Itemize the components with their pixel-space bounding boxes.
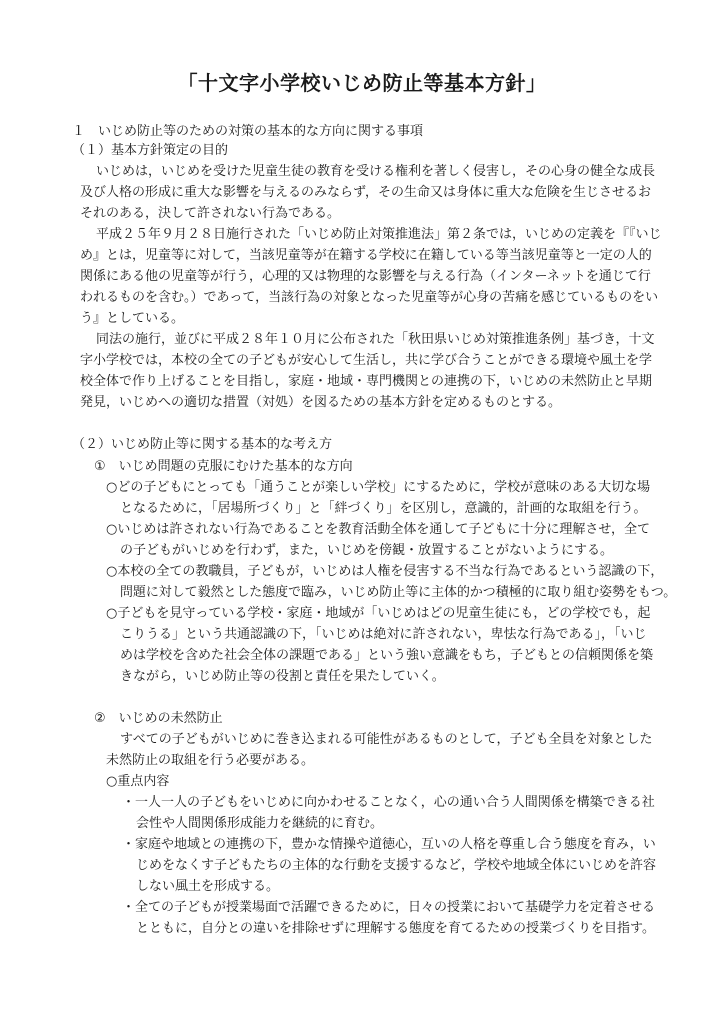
- section-heading: １ いじめ防止等のための対策の基本的な方向に関する事項: [72, 124, 424, 139]
- paragraph-line: いじめは，いじめを受けた児童生徒の教育を受ける権利を著しく侵害し，その心身の健全な成長: [96, 164, 656, 179]
- bullet-line: 問題に対して毅然とした態度で臨み，いじめ防止等に主体的かつ積極的に取り組む姿勢をもつ。: [120, 585, 677, 600]
- paragraph-line: 字小学校では，本校の全ての子どもが安心して生活し，共に学び合うことができる環境や風土を学: [80, 353, 653, 368]
- bullet-line: とともに，自分との違いを排除せずに理解する態度を育てるための授業づくりを目指す。: [136, 921, 655, 936]
- subsection-heading: （１）基本方針策定の目的: [72, 143, 229, 158]
- paragraph-line: 及び人格の形成に重大な影響を与えるのみならず，その生命又は身体に重大な危険を生じさせるお: [80, 185, 651, 200]
- bullet-line: しない風土を形成する。: [136, 879, 280, 894]
- bullet-line: めは学校を含めた社会全体の課題である」という強い意識をもち，子どもとの信頼関係を築: [120, 648, 654, 663]
- bullet-line: こりうる」という共通認識の下，「いじめは絶対に許されない，卑怯な行為である」，「いじ: [120, 627, 647, 642]
- paragraph-line: 同法の施行，並びに平成２８年１０月に公布された「秋田県いじめ対策推進条例」基づき，十文: [96, 332, 655, 347]
- bullet-line: ・全ての子どもが授業場面で活躍できるために，日々の授業において基礎学力を定着させる: [122, 900, 656, 915]
- page-title: 「十文字小学校いじめ防止等基本方針」: [177, 71, 547, 95]
- bullet-line: じめをなくす子どもたちの主体的な行動を支援するなど，学校や地域全体にいじめを許容: [136, 858, 657, 873]
- paragraph-line: われるものを含む。）であって，当該行為の対象となった児童等が心身の苦痛を感じているものをい: [80, 290, 659, 305]
- bullet-line: ○いじめは許されない行為であることを教育活動全体を通して子どもに十分に理解させ，全て: [106, 522, 650, 537]
- subheading-line: ○重点内容: [106, 774, 170, 789]
- paragraph-line: 校全体で作り上げることを目指し，家庭・地域・専門機関との連携の下，いじめの未然防止と早期: [80, 374, 653, 389]
- bullet-line: ○本校の全ての教職員，子どもが，いじめは人権を侵害する不当な行為であるという認識の下，: [106, 564, 664, 579]
- subsection-heading: （２）いじめ防止等に関する基本的な考え方: [72, 437, 333, 452]
- paragraph-line: う』としている。: [80, 311, 185, 326]
- paragraph-line: め』とは，児童等に対して，当該児童等が在籍する学校に在籍している等当該児童等と一定の人的: [80, 248, 652, 263]
- paragraph-line: すべての子どもがいじめに巻き込まれる可能性があるものとして，子ども全員を対象とした: [120, 732, 653, 747]
- bullet-line: の子どもがいじめを行わず，また，いじめを傍観・放置することがないようにする。: [120, 543, 613, 558]
- bullet-line: きながら，いじめ防止等の役割と責任を果たしていく。: [120, 669, 445, 684]
- paragraph-line: 発見，いじめへの適切な措置（対処）を図るための基本方針を定めるものとする。: [80, 395, 562, 410]
- bullet-line: ○子どもを見守っている学校・家庭・地域が「いじめはどの児童生徒にも，どの学校でも，起: [106, 606, 651, 621]
- bullet-line: ・家庭や地域との連携の下，豊かな情操や道徳心，互いの人格を尊重し合う態度を育み，い: [122, 837, 656, 852]
- bullet-line: ○どの子どもにとっても「通うことが楽しい学校」にするために，学校が意味のある大切な場: [106, 480, 651, 495]
- bullet-line: ・一人一人の子どもをいじめに向かわせることなく，心の通い合う人間関係を構築できる社: [122, 795, 655, 810]
- paragraph-line: 平成２５年９月２８日施行された「いじめ防止対策推進法」第２条では，いじめの定義を『『いじ: [96, 227, 662, 242]
- paragraph-line: 未然防止の取組を行う必要がある。: [106, 753, 315, 768]
- bullet-line: 会性や人間関係形成能力を継続的に育む。: [136, 816, 384, 831]
- item-heading: ② いじめの未然防止: [94, 711, 223, 726]
- bullet-line: となるために，「居場所づくり」と「絆づくり」を区別し，意識的，計画的な取組を行う。: [120, 501, 647, 516]
- paragraph-line: 関係にある他の児童等が行う，心理的又は物理的な影響を与える行為（インターネットを通じて行: [80, 269, 651, 284]
- paragraph-line: それのある，決して許されない行為である。: [80, 206, 341, 221]
- item-heading: ① いじめ問題の克服にむけた基本的な方向: [94, 459, 353, 474]
